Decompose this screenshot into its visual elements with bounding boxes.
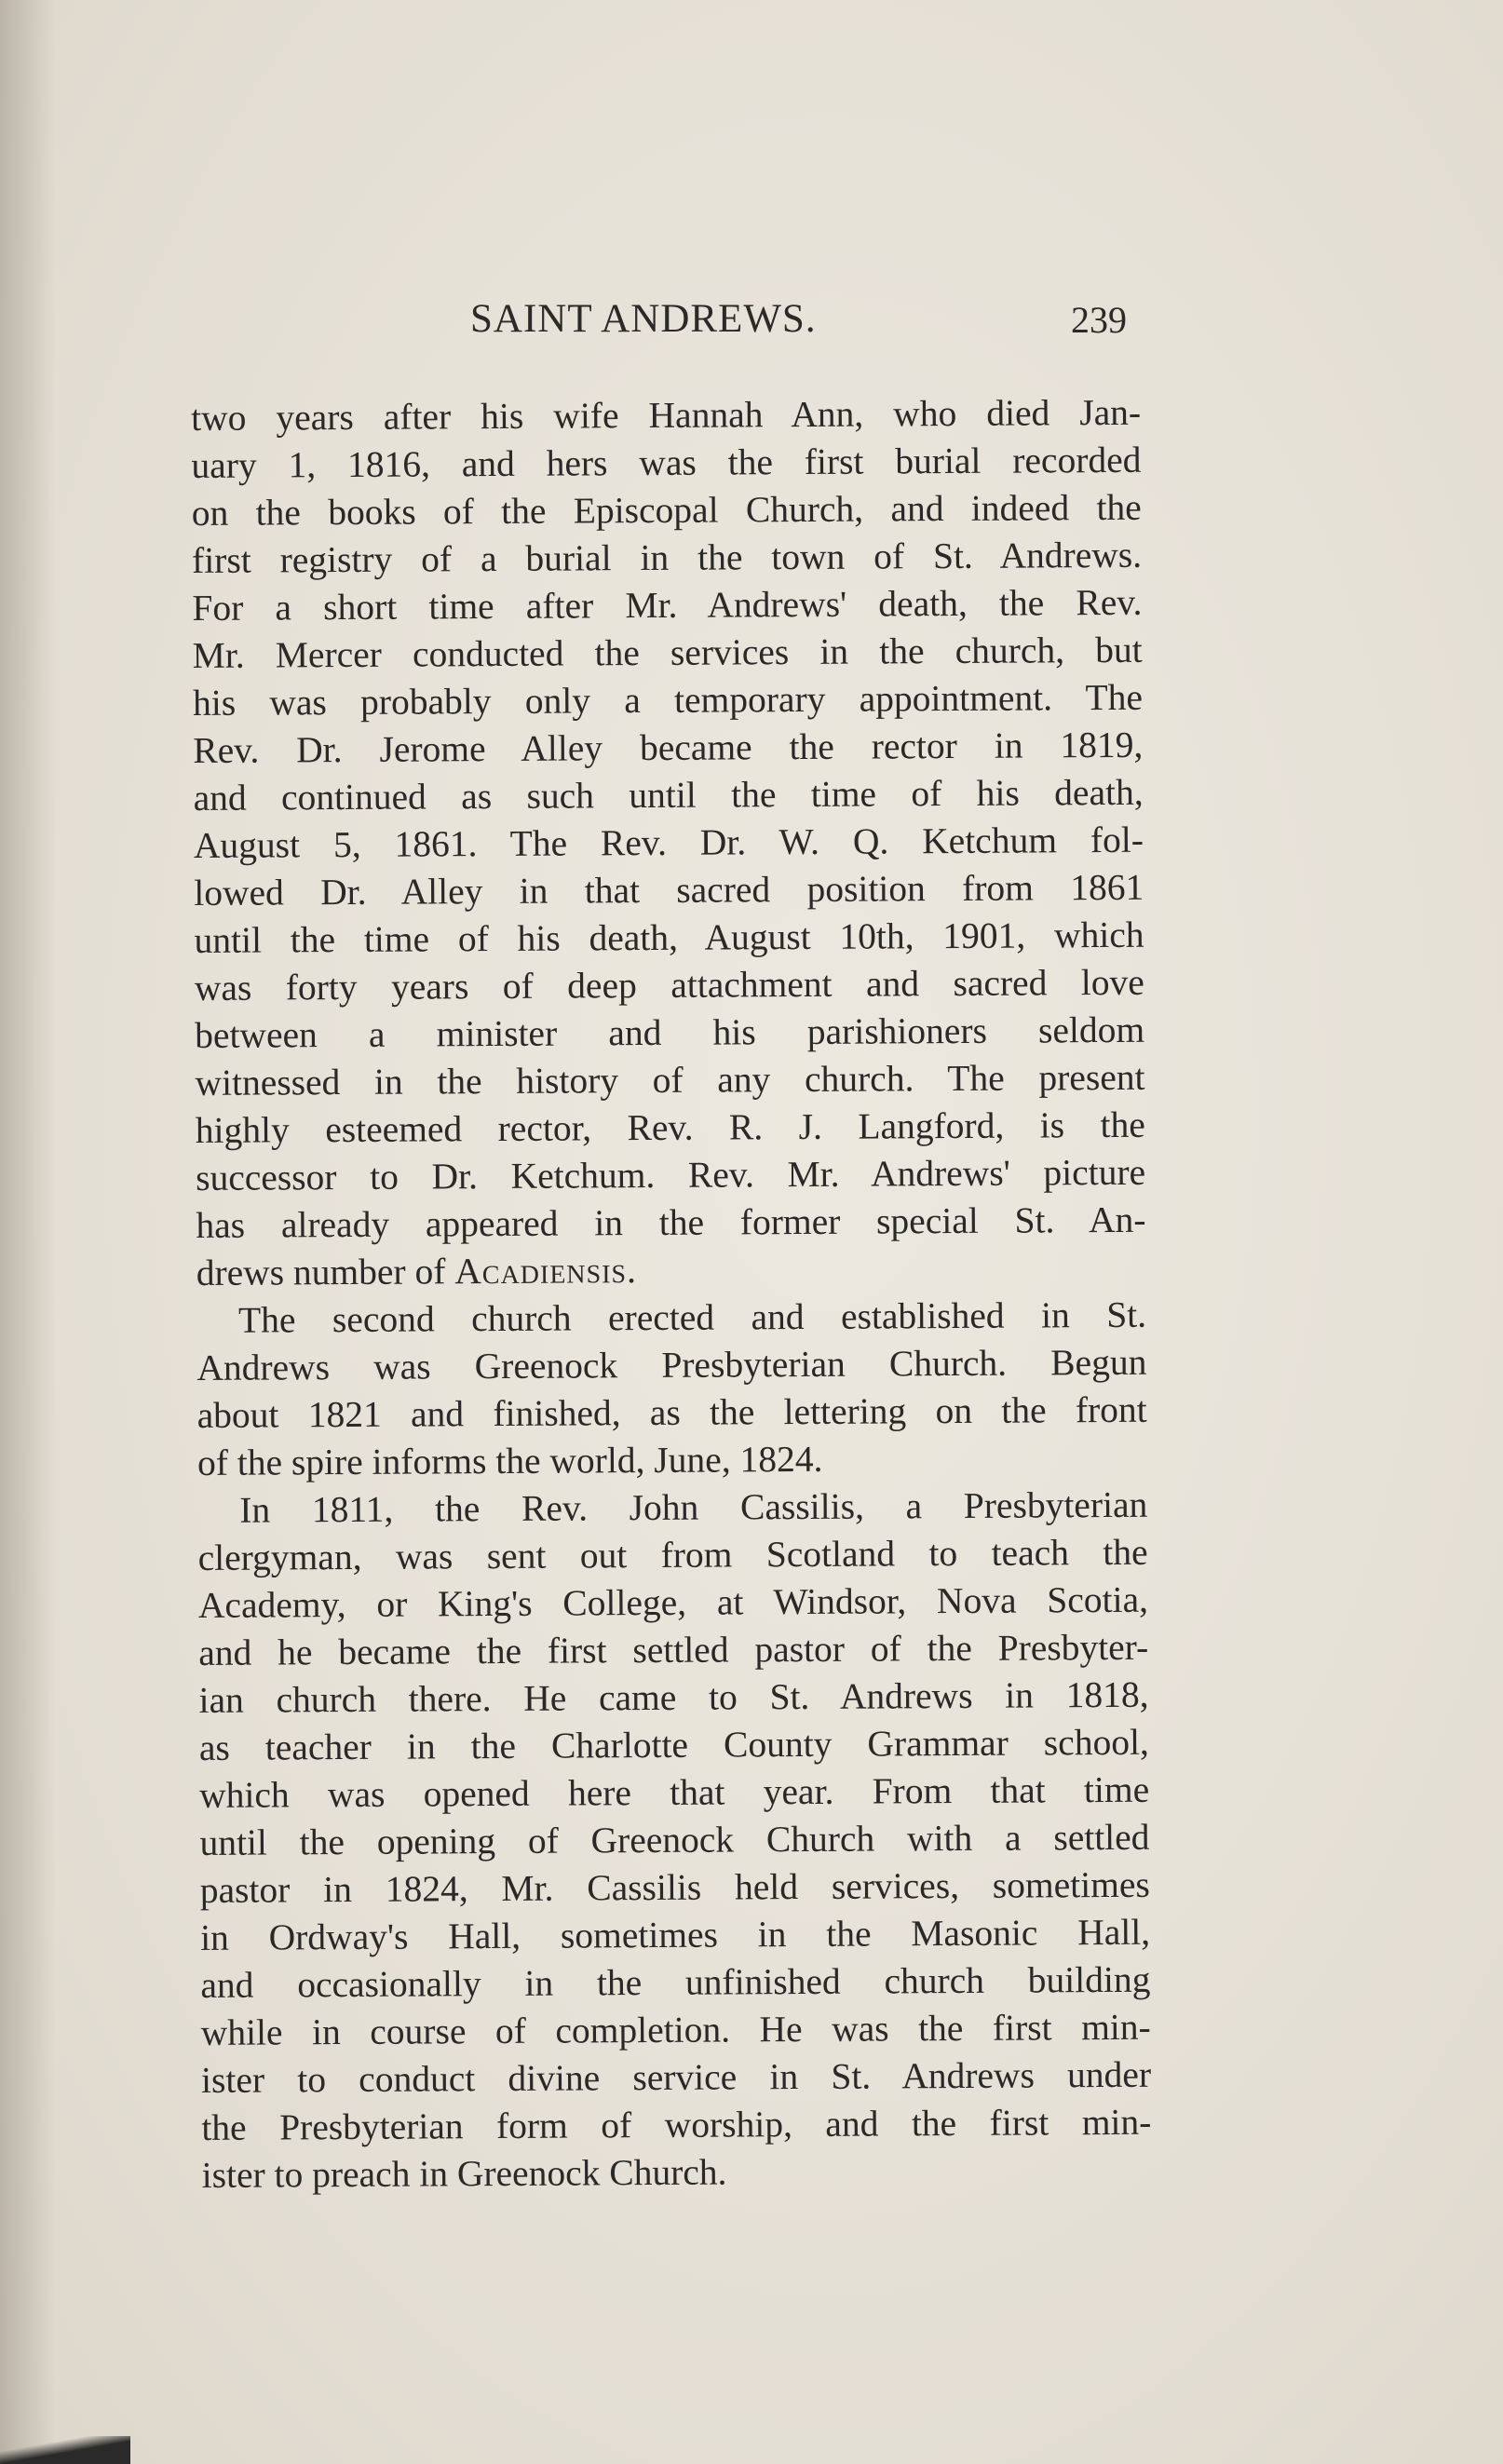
text-line: between a minister and his parishioners seldom [195, 1009, 1145, 1056]
text-line: which was opened here that year. From that time [199, 1768, 1150, 1816]
text-line: successor to Dr. Ketchum. Rev. Mr. Andrews' picture [196, 1151, 1146, 1198]
paragraph-1 [191, 389, 1146, 1297]
text-line: lowed Dr. Alley in that sacred position from 1861 [194, 866, 1144, 914]
paragraph-2 [196, 1292, 1147, 1487]
journal-name: Acadiensis [454, 1250, 628, 1293]
text-line: ian church there. He came to St. Andrews in 1818, [198, 1673, 1149, 1721]
text-line: Andrews was Greenock Presbyterian Church. Begun [196, 1341, 1147, 1388]
text-fragment: drews number of [196, 1251, 455, 1293]
page-header [191, 296, 1127, 352]
text-line: August 5, 1861. The Rev. Dr. W. Q. Ketchum fol- [193, 819, 1144, 866]
text-line: witnessed in the history of any church. The present [195, 1056, 1145, 1103]
text-line: clergyman, was sent out from Scotland to teach the [197, 1531, 1148, 1578]
text-line: Mr. Mercer conducted the services in the church, but [192, 629, 1143, 676]
text-line: Rev. Dr. Jerome Alley became the rector in 1819, [193, 724, 1144, 771]
page-corner-shadow [0, 2436, 130, 2464]
text-line: of the spire informs the world, June, 1824. [196, 1438, 823, 1483]
text-line: Academy, or King's College, at Windsor, Nova Scotia, [197, 1578, 1149, 1626]
text-line: and he became the first settled pastor of the Presbyter- [198, 1626, 1149, 1673]
text-line: as teacher in the Charlotte County Grammar school, [198, 1721, 1149, 1768]
text-line: has already appeared in the former special St. An- [196, 1198, 1146, 1246]
text-line: and continued as such until the time of his death, [193, 771, 1144, 819]
text-line: until the opening of Greenock Church with a settled [199, 1816, 1150, 1863]
text-line: The second church erected and established in St. [237, 1293, 1147, 1341]
text-line: about 1821 and finished, as the lettering on the front [196, 1388, 1147, 1436]
paragraph-3 [197, 1482, 1152, 2200]
page-number: 239 [1071, 299, 1127, 341]
body-text [191, 389, 1152, 2200]
text-line: two years after his wife Hannah Ann, who died Jan- [191, 391, 1142, 439]
text-line: pastor in 1824, Mr. Cassilis held services, sometimes [199, 1863, 1150, 1911]
text-line: uary 1, 1816, and hers was the first burial recorded [191, 439, 1142, 486]
text-line: his was probably only a temporary appointment. The [192, 676, 1144, 724]
text-line: while in course of completion. He was the first min- [200, 2006, 1151, 2053]
text-line: ister to preach in Greenock Church. [201, 2151, 727, 2196]
text-line: In 1811, the Rev. John Cassilis, a Presbyterian [239, 1483, 1148, 1531]
running-title: SAINT ANDREWS. [470, 297, 817, 341]
text-line: and occasionally in the unfinished church building [200, 1958, 1151, 2006]
text-line [196, 1244, 1146, 1297]
text-fragment: . [626, 1250, 637, 1292]
gutter-shadow [0, 0, 56, 2464]
text-line: the Presbyterian form of worship, and the first min- [201, 2101, 1152, 2148]
text-line: first registry of a burial in the town of St. Andrews. [191, 534, 1143, 581]
text-line: on the books of the Episcopal Church, and indeed the [191, 486, 1142, 534]
text-line: ister to conduct divine service in St. Andrews under [200, 2053, 1152, 2101]
text-line: highly esteemed rector, Rev. R. J. Langford, is the [195, 1103, 1145, 1151]
text-line: until the time of his death, August 10th, 1901, which [194, 914, 1144, 961]
text-line: For a short time after Mr. Andrews' death, the Rev. [192, 581, 1143, 629]
text-line: was forty years of deep attachment and sacred love [194, 961, 1145, 1009]
text-line: in Ordway's Hall, sometimes in the Masonic Hall, [199, 1911, 1151, 1958]
